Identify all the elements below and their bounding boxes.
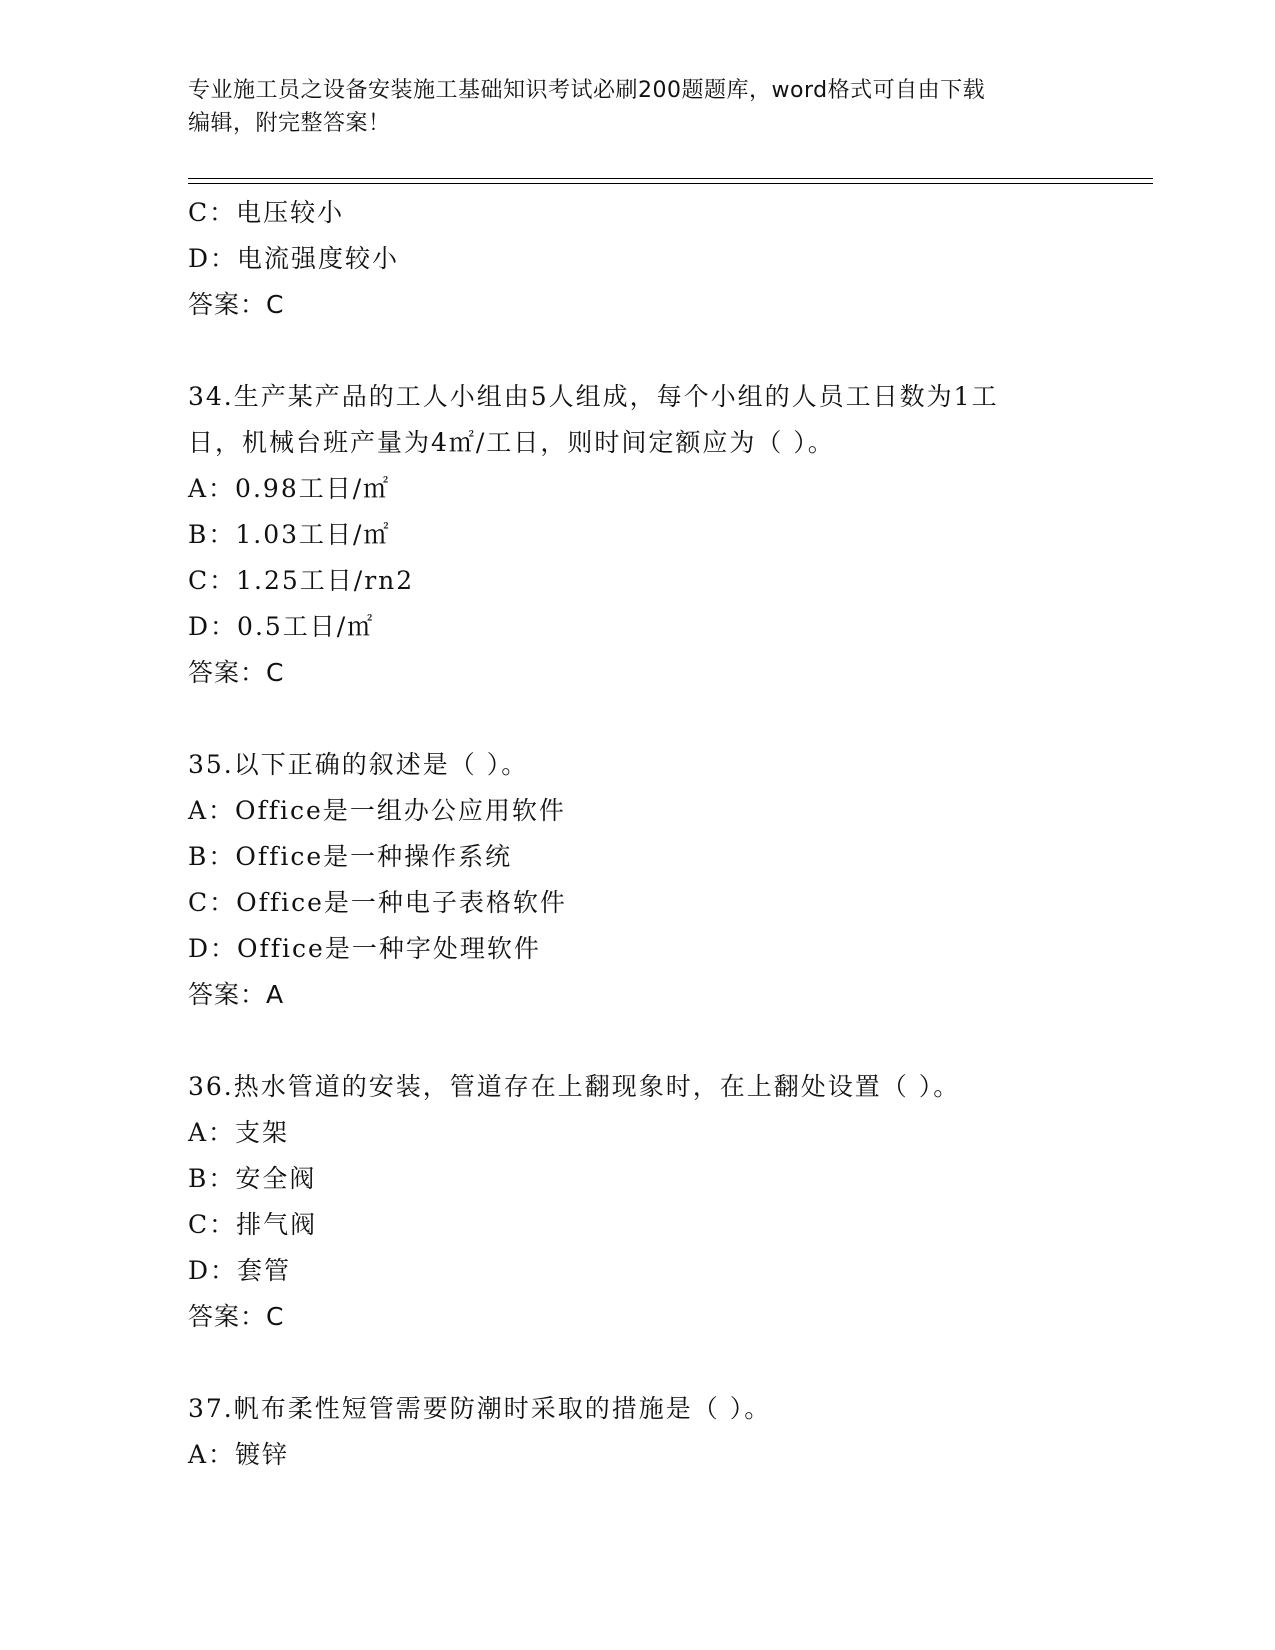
option-c: C：电压较小 [188,198,345,227]
option-b: B：1.03工日/㎡ [188,520,391,549]
answer-line: 答案：C [188,658,285,687]
option-d: D：电流强度较小 [188,244,400,273]
question-36 [188,1064,1153,1340]
spacer [188,1340,1153,1386]
question-stem: 37.帆布柔性短管需要防潮时采取的措施是（ ）。 [188,1394,772,1423]
spacer [188,1018,1153,1064]
header-line-2: 编辑，附完整答案！ [188,111,391,136]
option-a: A：支架 [188,1118,290,1147]
question-37 [188,1386,1153,1478]
spacer [188,696,1153,742]
answer-line: 答案：C [188,1302,285,1331]
option-c: C：1.25工日/rn2 [188,566,415,595]
option-a: A：镀锌 [188,1440,290,1469]
option-b: B：Office是一种操作系统 [188,842,513,871]
option-d: D：0.5工日/㎡ [188,612,375,641]
answer-line: 答案：C [188,290,285,319]
option-a: A：Office是一组办公应用软件 [188,796,566,825]
question-stem: 34.生产某产品的工人小组由5人组成，每个小组的人员工日数为1工 [188,382,999,411]
option-c: C：排气阀 [188,1210,318,1239]
question-35 [188,742,1153,1018]
question-list [188,190,1153,1478]
spacer [188,328,1153,374]
option-b: B：安全阀 [188,1164,317,1193]
option-d: D：Office是一种字处理软件 [188,934,541,963]
option-a: A：0.98工日/㎡ [188,474,391,503]
header-line-1: 专业施工员之设备安装施工基础知识考试必刷200题题库，word格式可自由下载 [188,78,986,103]
question-stem-continued: 日，机械台班产量为4㎡/工日，则时间定额应为（ ）。 [188,428,835,457]
question-stem: 35.以下正确的叙述是（ ）。 [188,750,529,779]
question-34 [188,374,1153,696]
option-c: C：Office是一种电子表格软件 [188,888,567,917]
option-d: D：套管 [188,1256,292,1285]
question-stem: 36.热水管道的安装，管道存在上翻现象时，在上翻处设置（ ）。 [188,1072,961,1101]
header-rule-bottom [188,183,1153,184]
document-header [188,74,1088,140]
question-33 [188,190,1153,328]
answer-line: 答案：A [188,980,285,1009]
header-rule-top [188,178,1153,179]
